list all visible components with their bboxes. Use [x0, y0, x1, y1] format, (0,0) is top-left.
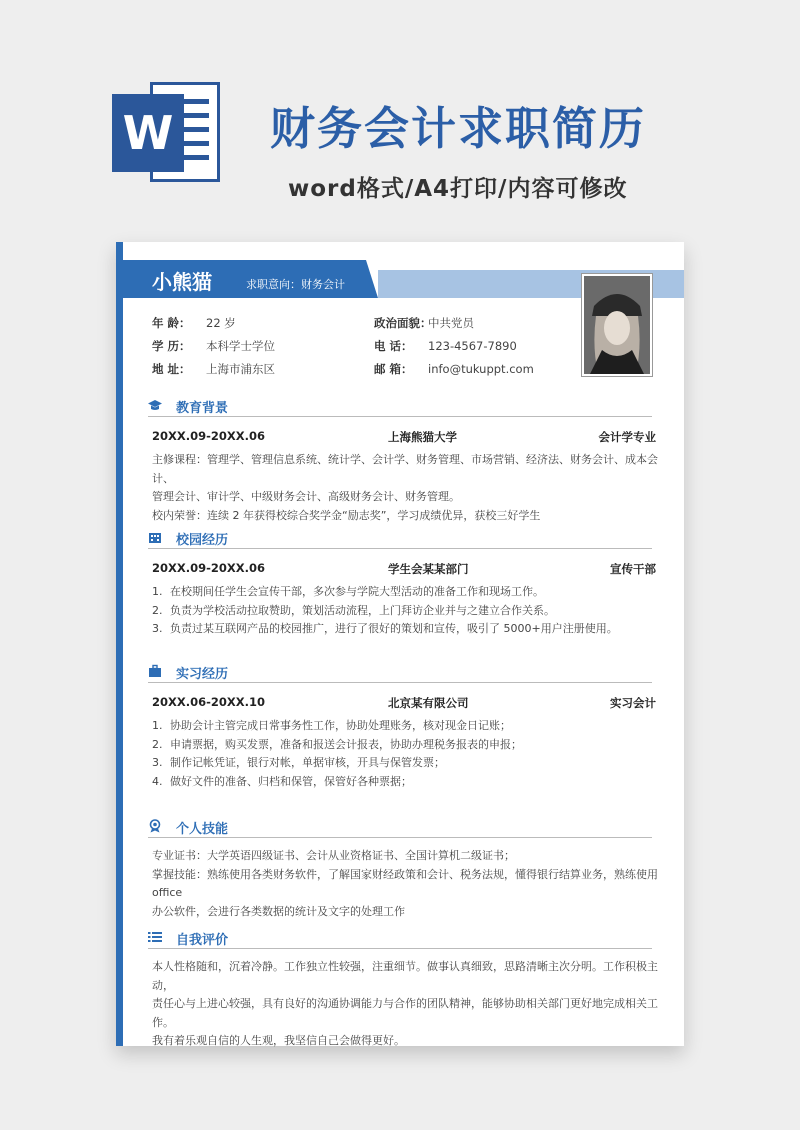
list-text: 制作记帐凭证，银行对帐，单据审核，开具与保管发票； [170, 756, 445, 769]
list-item [152, 773, 660, 792]
education-line: 主修课程：管理学、管理信息系统、统计学、会计学、财务管理、市场营销、经济法、财务会计、成本会计、 [152, 453, 658, 485]
section-title: 实习经历 [176, 667, 229, 682]
list-icon [148, 930, 162, 944]
intern-date: 20XX.06-20XX.10 [152, 695, 265, 709]
award-icon [148, 819, 162, 833]
skills-line: 掌握技能：熟练使用各类财务软件，了解国家财经政策和会计、税务法规，懂得银行结算业务，熟练使用 office [152, 867, 658, 899]
campus-role: 宣传干部 [610, 562, 656, 576]
skills-details [152, 847, 660, 921]
section-internship [148, 662, 652, 683]
skills-line: 专业证书：大学英语四级证书、会计从业资格证书、全国计算机二级证书； [152, 849, 515, 862]
list-text: 协助会计主管完成日常事务性工作，协助处理账务，核对现金日记账； [170, 719, 511, 732]
banner-title: 财务会计求职简历 [270, 102, 647, 155]
job-intent: 求职意向：财务会计 [246, 278, 345, 291]
list-number: 1. [152, 585, 163, 598]
list-number: 2. [152, 737, 163, 751]
info-value: info@tukuppt.com [428, 362, 534, 376]
info-value: 123-4567-7890 [428, 339, 517, 353]
section-campus [148, 528, 652, 549]
info-value: 中共党员 [428, 316, 474, 330]
list-number: 4. [152, 774, 163, 788]
intern-list [152, 717, 660, 791]
self-evaluation-details [152, 958, 660, 1051]
list-number: 3. [152, 622, 163, 635]
education-school: 上海熊猫大学 [388, 430, 457, 444]
section-skills [148, 817, 652, 838]
banner [0, 0, 800, 230]
info-address [152, 361, 275, 377]
info-label: 电 话： [374, 339, 413, 353]
list-text: 申请票据，购买发票，准备和报送会计报表，协助办理税务报表的申报； [170, 737, 522, 751]
info-phone [374, 338, 517, 354]
graduation-cap-icon [148, 398, 162, 412]
left-accent-bar [116, 242, 123, 1046]
education-date: 20XX.09-20XX.06 [152, 429, 265, 443]
list-text: 做好文件的准备、归档和保管，保管好各种票据； [170, 774, 412, 788]
section-title: 教育背景 [176, 401, 229, 416]
word-letter: W [112, 94, 184, 172]
list-item [152, 620, 660, 639]
section-title: 校园经历 [176, 533, 229, 548]
list-item [152, 583, 660, 602]
education-details [152, 451, 660, 525]
section-education [148, 396, 652, 417]
intern-role: 实习会计 [610, 696, 656, 710]
info-age [152, 315, 236, 331]
info-label: 年 龄： [152, 316, 191, 330]
list-text: 在校期间任学生会宣传干部，多次参与学院大型活动的准备工作和现场工作。 [170, 585, 544, 598]
list-item [152, 602, 660, 621]
list-item [152, 736, 660, 755]
self-line: 本人性格随和，沉着冷静。工作独立性较强，注重细节。做事认真细致，思路清晰主次分明。工作积极主动， [152, 960, 658, 992]
skills-line: 办公软件，会进行各类数据的统计及文字的处理工作 [152, 904, 405, 918]
self-line: 我有着乐观自信的人生观，我坚信自己会做得更好。 [152, 1034, 405, 1047]
banner-subtitle: word格式/A4打印/内容可修改 [288, 176, 628, 202]
section-self-evaluation [148, 928, 652, 949]
education-line: 管理会计、审计学、中级财务会计、高级财务会计、财务管理。 [152, 490, 460, 503]
education-major: 会计学专业 [598, 430, 656, 444]
info-label: 邮 箱： [374, 362, 413, 376]
info-email [374, 361, 534, 377]
list-item [152, 754, 660, 773]
candidate-name: 小熊猫 [152, 270, 212, 294]
info-label: 学 历： [152, 339, 191, 353]
word-app-icon [112, 76, 222, 188]
info-value: 上海市浦东区 [206, 362, 275, 376]
self-line: 责任心与上进心较强，具有良好的沟通协调能力与合作的团队精神，能够协助相关部门更好地完成相关工作。 [152, 997, 658, 1029]
briefcase-icon [148, 664, 162, 678]
list-text: 负责为学校活动拉取赞助，策划活动流程，上门拜访企业并与之建立合作关系。 [170, 603, 555, 617]
education-line: 校内荣誉：连续 2 年获得校综合奖学金“励志奖”，学习成绩优异，获校三好学生 [152, 508, 541, 522]
intern-org: 北京某有限公司 [388, 696, 469, 710]
campus-date: 20XX.09-20XX.06 [152, 561, 265, 575]
section-title: 自我评价 [176, 933, 229, 948]
info-value: 本科学士学位 [206, 339, 275, 353]
info-political [374, 315, 474, 331]
list-item [152, 717, 660, 736]
list-number: 2. [152, 603, 163, 617]
info-label: 地 址： [152, 362, 191, 376]
info-label: 政治面貌： [374, 316, 432, 330]
list-number: 3. [152, 756, 163, 769]
info-value: 22 岁 [206, 316, 236, 330]
list-number: 1. [152, 719, 163, 732]
list-text: 负责过某互联网产品的校园推广，进行了很好的策划和宣传，吸引了 5000+用户注册使用。 [170, 622, 618, 635]
campus-list [152, 583, 660, 639]
campus-org: 学生会某某部门 [388, 562, 469, 576]
building-icon [148, 530, 162, 544]
info-education [152, 338, 275, 354]
profile-photo [582, 274, 652, 376]
section-title: 个人技能 [176, 822, 229, 837]
resume-paper [116, 242, 684, 1046]
